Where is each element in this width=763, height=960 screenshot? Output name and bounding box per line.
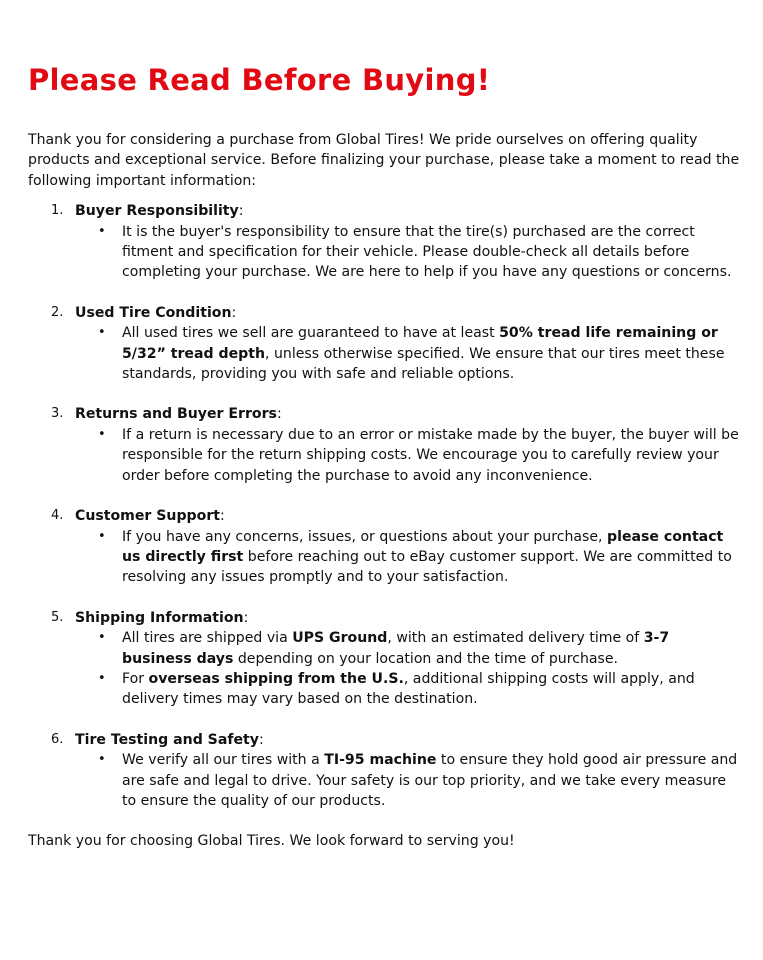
section-title: Used Tire Condition [75,304,232,321]
section-title-colon: : [238,203,244,220]
bold-emphasis-text: please contact us directly first [122,528,724,565]
bullet-text: , additional shipping costs will apply, and delivery times may vary based on the destination. [122,670,695,708]
section-bullet-list [28,628,740,710]
info-section [28,303,740,385]
section-bullet-list [28,323,740,384]
section-title: Buyer Responsibility [75,203,239,220]
bullet-text: , unless otherwise specified. We ensure that our tires meet these standards, providing you with safe and reliable options. [122,345,725,383]
bullet-item [28,425,740,486]
info-section [28,506,740,588]
bullet-item [28,669,740,710]
bullet-dot-icon: • [98,670,106,686]
section-title-colon: : [231,304,237,321]
bullet-text: It is the buyer's responsibility to ensure that the tire(s) purchased are the correct fitment and specification for their vehicle. Please double-check all details before completing your purchase. We are here to help if you have any questions or concerns. [122,223,732,281]
document-page [28,60,740,852]
section-number: 3. [51,406,64,422]
bullet-text: to ensure they hold good air pressure and are safe and legal to drive. Your safety is our top priority, and we take every measure to ensure the quality of our products. [122,752,738,809]
bullet-item [28,222,740,283]
section-bullet-list [28,527,740,588]
bold-emphasis-text: UPS Ground [292,630,388,647]
bold-emphasis-text: 3-7 business days [122,630,670,667]
info-section-list [28,201,740,811]
section-number: 1. [51,203,64,219]
bullet-dot-icon: • [98,426,106,442]
section-bullet-list [28,222,740,283]
closing-paragraph: Thank you for choosing Global Tires. We look forward to serving you! [28,833,515,850]
bullet-dot-icon: • [98,325,106,341]
bold-emphasis-text: overseas shipping from the U.S. [148,670,404,687]
bullet-text: If you have any concerns, issues, or questions about your purchase, [122,528,608,545]
section-bullet-list [28,425,740,486]
info-section [28,201,740,283]
section-bullet-list [28,750,740,811]
bullet-item [28,628,740,669]
section-title: Tire Testing and Safety [75,731,259,748]
bullet-text: All used tires we sell are guaranteed to have at least [122,325,500,342]
bullet-dot-icon: • [98,630,106,646]
section-title: Returns and Buyer Errors [75,406,277,423]
intro-paragraph: Thank you for considering a purchase from Global Tires! We pride ourselves on offering quality products and exceptional service. Before finalizing your purchase, please take a moment to read the following important information: [28,132,740,189]
bold-emphasis-text: 50% tread life remaining or 5/32” tread depth [122,325,718,362]
bullet-dot-icon: • [98,528,106,544]
section-heading [28,506,740,526]
section-title-colon: : [276,406,282,423]
bold-emphasis-text: TI-95 machine [324,752,437,769]
section-heading [28,404,740,424]
bullet-text: We verify all our tires with a [122,752,325,769]
section-title: Shipping Information [75,609,244,626]
bullet-text: , with an estimated delivery time of [387,630,644,647]
section-title-colon: : [243,609,249,626]
section-title: Customer Support [75,508,221,525]
section-heading [28,201,740,221]
bullet-dot-icon: • [98,752,106,768]
bullet-dot-icon: • [98,223,106,239]
section-number: 6. [51,731,64,747]
bullet-text: depending on your location and the time of purchase. [233,650,619,667]
section-heading [28,730,740,750]
section-title-colon: : [220,508,225,525]
section-title-colon: : [258,731,264,748]
section-number: 4. [51,508,64,524]
section-heading [28,303,740,323]
section-heading [28,608,740,628]
bullet-item [28,750,740,811]
section-number: 5. [51,609,64,625]
section-number: 2. [51,304,64,320]
bullet-text: If a return is necessary due to an error or mistake made by the buyer, the buyer will be responsible for the return shipping costs. We encourage you to carefully review your order before completing the purchase to avoid any inconvenience. [122,426,739,484]
bullet-item [28,527,740,588]
bullet-text: before reaching out to eBay customer support. We are committed to resolving any issues promptly and to your satisfaction. [122,548,732,586]
bullet-text: For [122,670,149,687]
info-section [28,404,740,486]
info-section [28,608,740,710]
info-section [28,730,740,812]
bullet-item [28,323,740,384]
bullet-text: All tires are shipped via [122,630,293,647]
page-title: Please Read Before Buying! [28,63,491,97]
